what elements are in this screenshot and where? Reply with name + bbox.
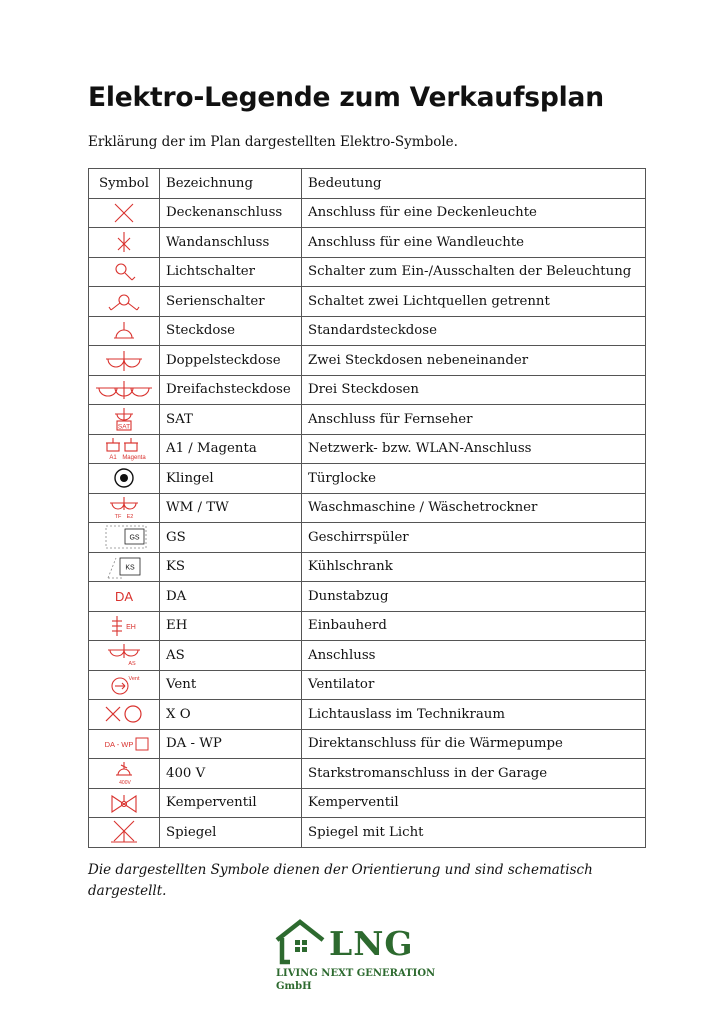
table-row <box>89 552 646 582</box>
valve-icon <box>92 790 156 816</box>
symbol-name: Serienschalter <box>160 287 302 317</box>
intro-text: Erklärung der im Plan dargestellten Elektro-Symbole. <box>88 134 458 150</box>
symbol-meaning: Kühlschrank <box>302 552 646 582</box>
fan-symbol-label: Vent <box>128 675 140 682</box>
technical-room-light-icon <box>92 701 156 727</box>
symbol-meaning: Schaltet zwei Lichtquellen getrennt <box>302 287 646 317</box>
stove-symbol-label: EH <box>126 623 136 631</box>
symbol-name: Spiegel <box>160 818 302 848</box>
dishwasher-icon <box>92 524 156 550</box>
symbol-meaning: Drei Steckdosen <box>302 375 646 405</box>
triple-socket-icon <box>92 377 156 403</box>
logo-company-form: GmbH <box>276 981 312 992</box>
table-row <box>89 434 646 464</box>
footnote: Die dargestellten Symbole dienen der Orientierung und sind schematisch dargestellt. <box>88 862 593 899</box>
heat-pump-symbol-label: DA - WP <box>104 739 134 749</box>
symbol-name: Klingel <box>160 464 302 494</box>
symbol-name: SAT <box>160 405 302 435</box>
hood-symbol-label: DA <box>114 589 134 605</box>
symbol-meaning: Kemperventil <box>302 788 646 818</box>
stove-icon <box>92 613 156 639</box>
series-switch-icon <box>92 288 156 314</box>
symbol-meaning: Anschluss für Fernseher <box>302 405 646 435</box>
symbol-name: X O <box>160 700 302 730</box>
symbol-meaning: Schalter zum Ein-/Ausschalten der Beleuchtung <box>302 257 646 287</box>
page-title: Elektro-Legende zum Verkaufsplan <box>88 82 604 113</box>
company-logo <box>274 918 434 998</box>
washer-dryer-socket-icon <box>92 495 156 521</box>
table-row <box>89 788 646 818</box>
symbol-meaning: Einbauherd <box>302 611 646 641</box>
table-row <box>89 287 646 317</box>
washer-symbol-label-a: TF <box>114 513 122 520</box>
legend-table <box>88 168 646 848</box>
mirror-light-icon <box>92 819 156 845</box>
fridge-icon <box>92 554 156 580</box>
table-row <box>89 818 646 848</box>
symbol-meaning: Geschirrspüler <box>302 523 646 553</box>
symbol-meaning: Zwei Steckdosen nebeneinander <box>302 346 646 376</box>
symbol-meaning: Standardsteckdose <box>302 316 646 346</box>
symbol-meaning: Dunstabzug <box>302 582 646 612</box>
sat-socket-icon <box>92 406 156 432</box>
symbol-name: Deckenanschluss <box>160 198 302 228</box>
socket-icon <box>92 318 156 344</box>
symbol-meaning: Anschluss <box>302 641 646 671</box>
double-socket-icon <box>92 347 156 373</box>
table-row <box>89 582 646 612</box>
symbol-name: A1 / Magenta <box>160 434 302 464</box>
symbol-meaning: Spiegel mit Licht <box>302 818 646 848</box>
washer-symbol-label-b: E2 <box>126 513 134 520</box>
sat-symbol-label: SAT <box>117 423 131 431</box>
symbol-name: Steckdose <box>160 316 302 346</box>
fan-icon <box>92 672 156 698</box>
symbol-meaning: Türglocke <box>302 464 646 494</box>
symbol-name: AS <box>160 641 302 671</box>
header-name: Bezeichnung <box>160 169 302 199</box>
connection-socket-icon <box>92 642 156 668</box>
table-row <box>89 493 646 523</box>
symbol-name: 400 V <box>160 759 302 789</box>
house-icon <box>274 918 328 966</box>
doorbell-icon <box>92 465 156 491</box>
network-socket-icon <box>92 436 156 462</box>
symbol-name: EH <box>160 611 302 641</box>
wall-outlet-icon <box>92 229 156 255</box>
connection-symbol-label: AS <box>128 661 136 668</box>
network-symbol-label-a: A1 <box>109 454 117 461</box>
table-row <box>89 257 646 287</box>
logo-tagline: LIVING NEXT GENERATION <box>276 968 436 979</box>
symbol-name: Wandanschluss <box>160 228 302 258</box>
high-voltage-socket-icon <box>92 760 156 786</box>
table-row <box>89 523 646 553</box>
symbol-name: GS <box>160 523 302 553</box>
symbol-name: Dreifachsteckdose <box>160 375 302 405</box>
table-header-row <box>89 169 646 199</box>
symbol-meaning: Lichtauslass im Technikraum <box>302 700 646 730</box>
heat-pump-icon <box>92 731 156 757</box>
table-row <box>89 198 646 228</box>
table-row <box>89 464 646 494</box>
table-row <box>89 670 646 700</box>
table-row <box>89 729 646 759</box>
fridge-symbol-label: KS <box>125 564 135 572</box>
symbol-meaning: Starkstromanschluss in der Garage <box>302 759 646 789</box>
table-row <box>89 375 646 405</box>
symbol-meaning: Direktanschluss für die Wärmepumpe <box>302 729 646 759</box>
symbol-meaning: Anschluss für eine Wandleuchte <box>302 228 646 258</box>
symbol-name: Lichtschalter <box>160 257 302 287</box>
symbol-name: KS <box>160 552 302 582</box>
symbol-name: Kemperventil <box>160 788 302 818</box>
table-row <box>89 611 646 641</box>
table-row <box>89 228 646 258</box>
table-row <box>89 759 646 789</box>
symbol-meaning: Waschmaschine / Wäschetrockner <box>302 493 646 523</box>
network-symbol-label-b: Magenta <box>122 454 146 461</box>
ceiling-outlet-icon <box>92 200 156 226</box>
symbol-name: DA - WP <box>160 729 302 759</box>
logo-wordmark: LNG <box>329 924 414 963</box>
symbol-name: Doppelsteckdose <box>160 346 302 376</box>
table-row <box>89 405 646 435</box>
header-symbol: Symbol <box>89 169 160 199</box>
high-voltage-symbol-label: 400V <box>119 780 131 787</box>
symbol-name: WM / TW <box>160 493 302 523</box>
table-row <box>89 346 646 376</box>
table-row <box>89 700 646 730</box>
table-row <box>89 641 646 671</box>
header-meaning: Bedeutung <box>302 169 646 199</box>
dishwasher-symbol-label: GS <box>129 534 140 542</box>
symbol-name: DA <box>160 582 302 612</box>
symbol-meaning: Anschluss für eine Deckenleuchte <box>302 198 646 228</box>
symbol-meaning: Netzwerk- bzw. WLAN-Anschluss <box>302 434 646 464</box>
symbol-name: Vent <box>160 670 302 700</box>
extractor-hood-icon <box>92 583 156 609</box>
light-switch-icon <box>92 259 156 285</box>
table-row <box>89 316 646 346</box>
symbol-meaning: Ventilator <box>302 670 646 700</box>
